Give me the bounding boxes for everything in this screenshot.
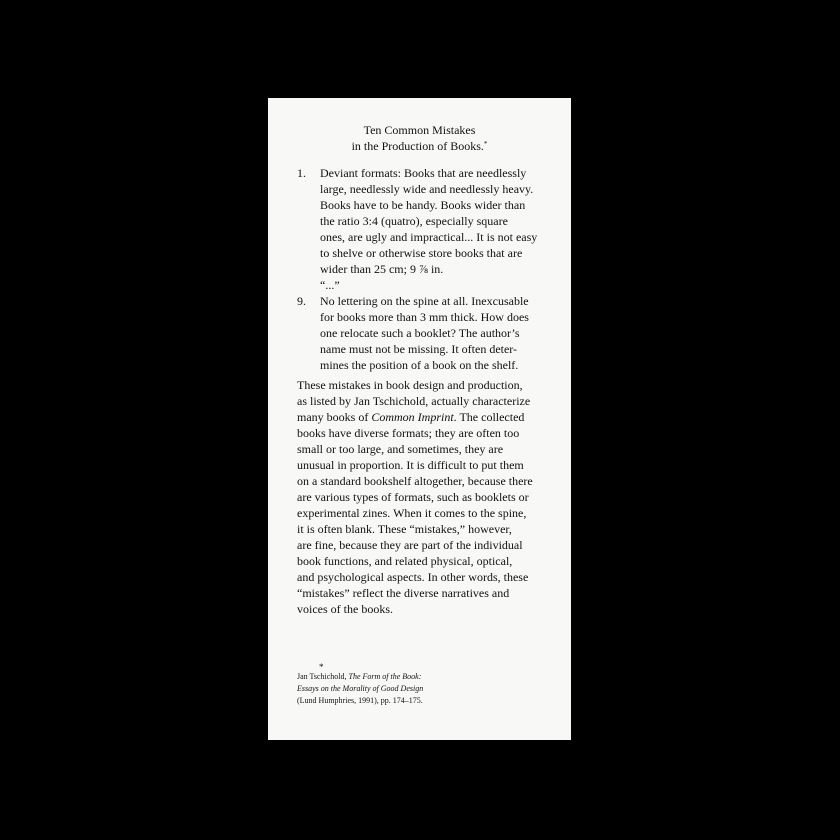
- paragraph-line: book functions, and related physical, optical,: [297, 554, 513, 568]
- list-item-line: Books have to be handy. Books wider than: [320, 198, 526, 212]
- list-item: [297, 165, 557, 277]
- mistakes-list: [297, 165, 557, 373]
- list-item-line: to shelve or otherwise store books that are: [320, 246, 523, 260]
- paragraph-line: and psychological aspects. In other words, these: [297, 570, 529, 584]
- list-item-line: ones, are ugly and impractical... It is not easy: [320, 230, 538, 244]
- paragraph-line: experimental zines. When it comes to the spine,: [297, 506, 527, 520]
- paragraph-line: These mistakes in book design and production,: [297, 378, 523, 392]
- paragraph-text: . The collected: [453, 410, 525, 424]
- body-paragraph: [297, 377, 557, 617]
- paragraph-line: it is often blank. These “mistakes,” however,: [297, 522, 512, 536]
- list-item-line: large, needlessly wide and needlessly heavy.: [320, 182, 534, 196]
- book-title-emphasis: Common Imprint: [371, 410, 454, 424]
- footnote-book-title: The Form of the Book:: [348, 672, 422, 681]
- list-item-number: 1.: [297, 166, 306, 180]
- paragraph-line: books have diverse formats; they are often too: [297, 426, 520, 440]
- paragraph-text: many books of: [297, 410, 372, 424]
- page-title: [268, 122, 571, 154]
- list-item-line: No lettering on the spine at all. Inexcusable: [320, 294, 529, 308]
- title-footnote-marker: *: [483, 140, 488, 148]
- list-item-line: the ratio 3:4 (quatro), especially square: [320, 214, 508, 228]
- paragraph-line: on a standard bookshelf altogether, because there: [297, 474, 533, 488]
- paragraph-line: are various types of formats, such as booklets or: [297, 490, 529, 504]
- list-item-line: name must not be missing. It often deter-: [320, 342, 518, 356]
- paragraph-line: “mistakes” reflect the diverse narratives and: [297, 586, 510, 600]
- title-line-2: in the Production of Books.*: [351, 139, 488, 153]
- paragraph-line: small or too large, and sometimes, they are: [297, 442, 504, 456]
- list-item: [297, 293, 557, 373]
- paragraph-line: unusual in proportion. It is difficult to put them: [297, 458, 524, 472]
- footnote-line: [297, 671, 557, 683]
- list-item-line: wider than 25 cm; 9 ⅞ in.: [320, 262, 444, 276]
- footnote: [297, 663, 557, 707]
- footnote-subtitle: Essays on the Morality of Good Design: [297, 684, 424, 693]
- list-item-line: mines the position of a book on the shelf.: [320, 358, 519, 372]
- list-item-line: one relocate such a booklet? The author’s: [320, 326, 520, 340]
- list-item-line: Deviant formats: Books that are needlessly: [320, 166, 527, 180]
- paragraph-line: as listed by Jan Tschichold, actually characterize: [297, 394, 531, 408]
- footnote-line: [297, 683, 557, 695]
- list-item-line: for books more than 3 mm thick. How does: [320, 310, 529, 324]
- footnote-marker: *: [319, 662, 324, 672]
- list-ellipsis: “...”: [320, 278, 340, 292]
- paragraph-line: [297, 409, 557, 425]
- paragraph-line: are fine, because they are part of the individual: [297, 538, 523, 552]
- paragraph-line: voices of the books.: [297, 602, 393, 616]
- footnote-publisher: (Lund Humphries, 1991), pp. 174–175.: [297, 696, 423, 705]
- list-item-number: 9.: [297, 294, 306, 308]
- title-line-1: Ten Common Mistakes: [363, 123, 476, 137]
- printed-page: [268, 98, 571, 740]
- footnote-author: Jan Tschichold,: [297, 672, 349, 681]
